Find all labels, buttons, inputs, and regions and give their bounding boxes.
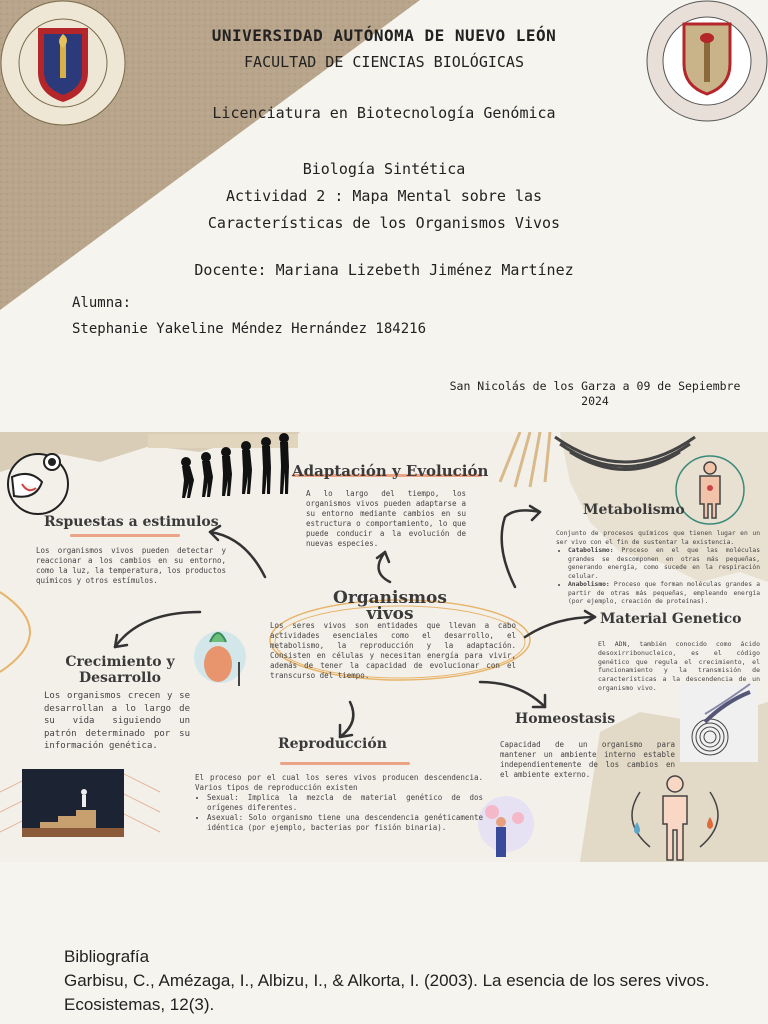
metab-anabolismo: • Anabolismo: Proceso que forman moléculas grandes a partir de otras más pequeñas, empleando energía (por ejemplo, creación de proteínas). (568, 581, 760, 607)
node-title-adaptacion: Adaptación y Evolución (292, 462, 489, 480)
node-text-organismos-vivos: Los seres vivos son entidades que llevan a cabo actividades esenciales como el desarrollo, el metabolismo, la reproducción y la adaptación. Consisten en células y necesitan energía para vivir, además de tener la capacidad de evolucionar con el transcurso del tiempo. (270, 621, 516, 680)
node-title-organismos-vivos: Organismos vivos (333, 588, 447, 624)
resp-underline (70, 534, 180, 537)
student-label: Alumna: (72, 295, 132, 311)
metab-intro: Conjunto de procesos químicos que tienen lugar en un ser vivo con el fin de sustentar la existencia. (556, 530, 760, 546)
dna-fingerprint-image (680, 684, 758, 762)
node-text-reproduccion (195, 773, 483, 833)
teacher-name: Docente: Mariana Lizebeth Jiménez Martínez (194, 261, 574, 279)
stairs-success-image (22, 769, 124, 837)
date-line-2: 2024 (581, 394, 609, 408)
node-title-metabolismo: Metabolismo (583, 502, 685, 518)
evolution-silhouettes (148, 433, 298, 498)
node-title-respuestas: Rspuestas a estimulos (44, 514, 219, 530)
node-text-homeostasis: Capacidad de un organismo para mantener un ambiente interno estable independientemente de los cambios en el ambiente externo. (500, 740, 675, 779)
activity-line-2: Características de los Organismos Vivos (207, 214, 561, 232)
node-text-adaptacion: A lo largo del tiempo, los organismos vivos pueden adaptarse a su entorno mediante cambios en su estructura o comportamiento, lo que puede conducir a la evolución de nuevas especies. (306, 489, 466, 548)
bibliography-entry: Garbisu, C., Amézaga, I., Albizu, I., & Alkorta, I. (2003). La esencia de los seres vivos. Ecosistemas, 12(3). (64, 971, 710, 1014)
university-name: UNIVERSIDAD AUTÓNOMA DE NUEVO LEÓN (211, 26, 557, 45)
faculty-name: FACULTAD DE CIENCIAS BIOLÓGICAS (244, 53, 524, 71)
course-block (0, 156, 768, 237)
node-title-homeostasis: Homeostasis (515, 711, 616, 727)
course-name: Biología Sintética (302, 160, 466, 178)
growth-plant-head-icon (194, 631, 246, 686)
bibliography-title: Bibliografía (64, 947, 150, 966)
mind-map (0, 432, 768, 862)
repro-intro: El proceso por el cual los seres vivos producen descendencia. Varios tipos de reproducción existen (195, 773, 483, 792)
student-name: Stephanie Yakeline Méndez Hernández 184216 (72, 321, 427, 337)
student-block (72, 290, 426, 342)
bibliography (64, 945, 724, 1017)
repro-underline (280, 762, 410, 765)
node-text-material-genetico: El ADN, también conocido como ácido desoxirribonucleico, es el código genético que regula el crecimiento, el funcionamiento y la transmisión de características a la descendencia de un organismo vivo. (598, 640, 760, 692)
degree-name: Licenciatura en Biotecnología Genómica (212, 104, 556, 122)
activity-line-1: Actividad 2 : Mapa Mental sobre las (225, 187, 543, 205)
node-text-metabolismo (556, 530, 760, 607)
node-text-crecimiento: Los organismos crecen y se desarrollan a lo largo de su vida siguiendo un patrón determinado por su información genética. (44, 691, 190, 751)
date-line-1: San Nicolás de los Garza a 09 de Sepiembre (449, 379, 741, 393)
reproduction-cells-icon (478, 796, 534, 857)
repro-asexual: • Asexual: Solo organismo tiene una descendencia genéticamente idéntica (por ejemplo, bacterias por fisión binaria). (207, 813, 483, 833)
node-title-reproduccion: Reproducción (278, 736, 387, 752)
date-place (430, 379, 760, 409)
metab-catabolismo: • Catabolismo: Proceso en el que las moléculas grandes se descomponen en otras más pequeñas, generando energía, como sucede en la respiración celular. (568, 547, 760, 581)
node-title-material-genetico: Material Genetico (600, 611, 742, 627)
node-text-respuestas: Los organismos vivos pueden detectar y reaccionar a los cambios en su entorno, como la luz, la temperatura, los productos químicos y otros estímulos. (36, 546, 226, 585)
node-title-crecimiento: Crecimiento y Desarrollo (65, 654, 175, 686)
face-icon (8, 454, 68, 514)
repro-sexual: • Sexual: Implica la mezcla de material genético de dos orígenes diferentes. (207, 793, 483, 813)
